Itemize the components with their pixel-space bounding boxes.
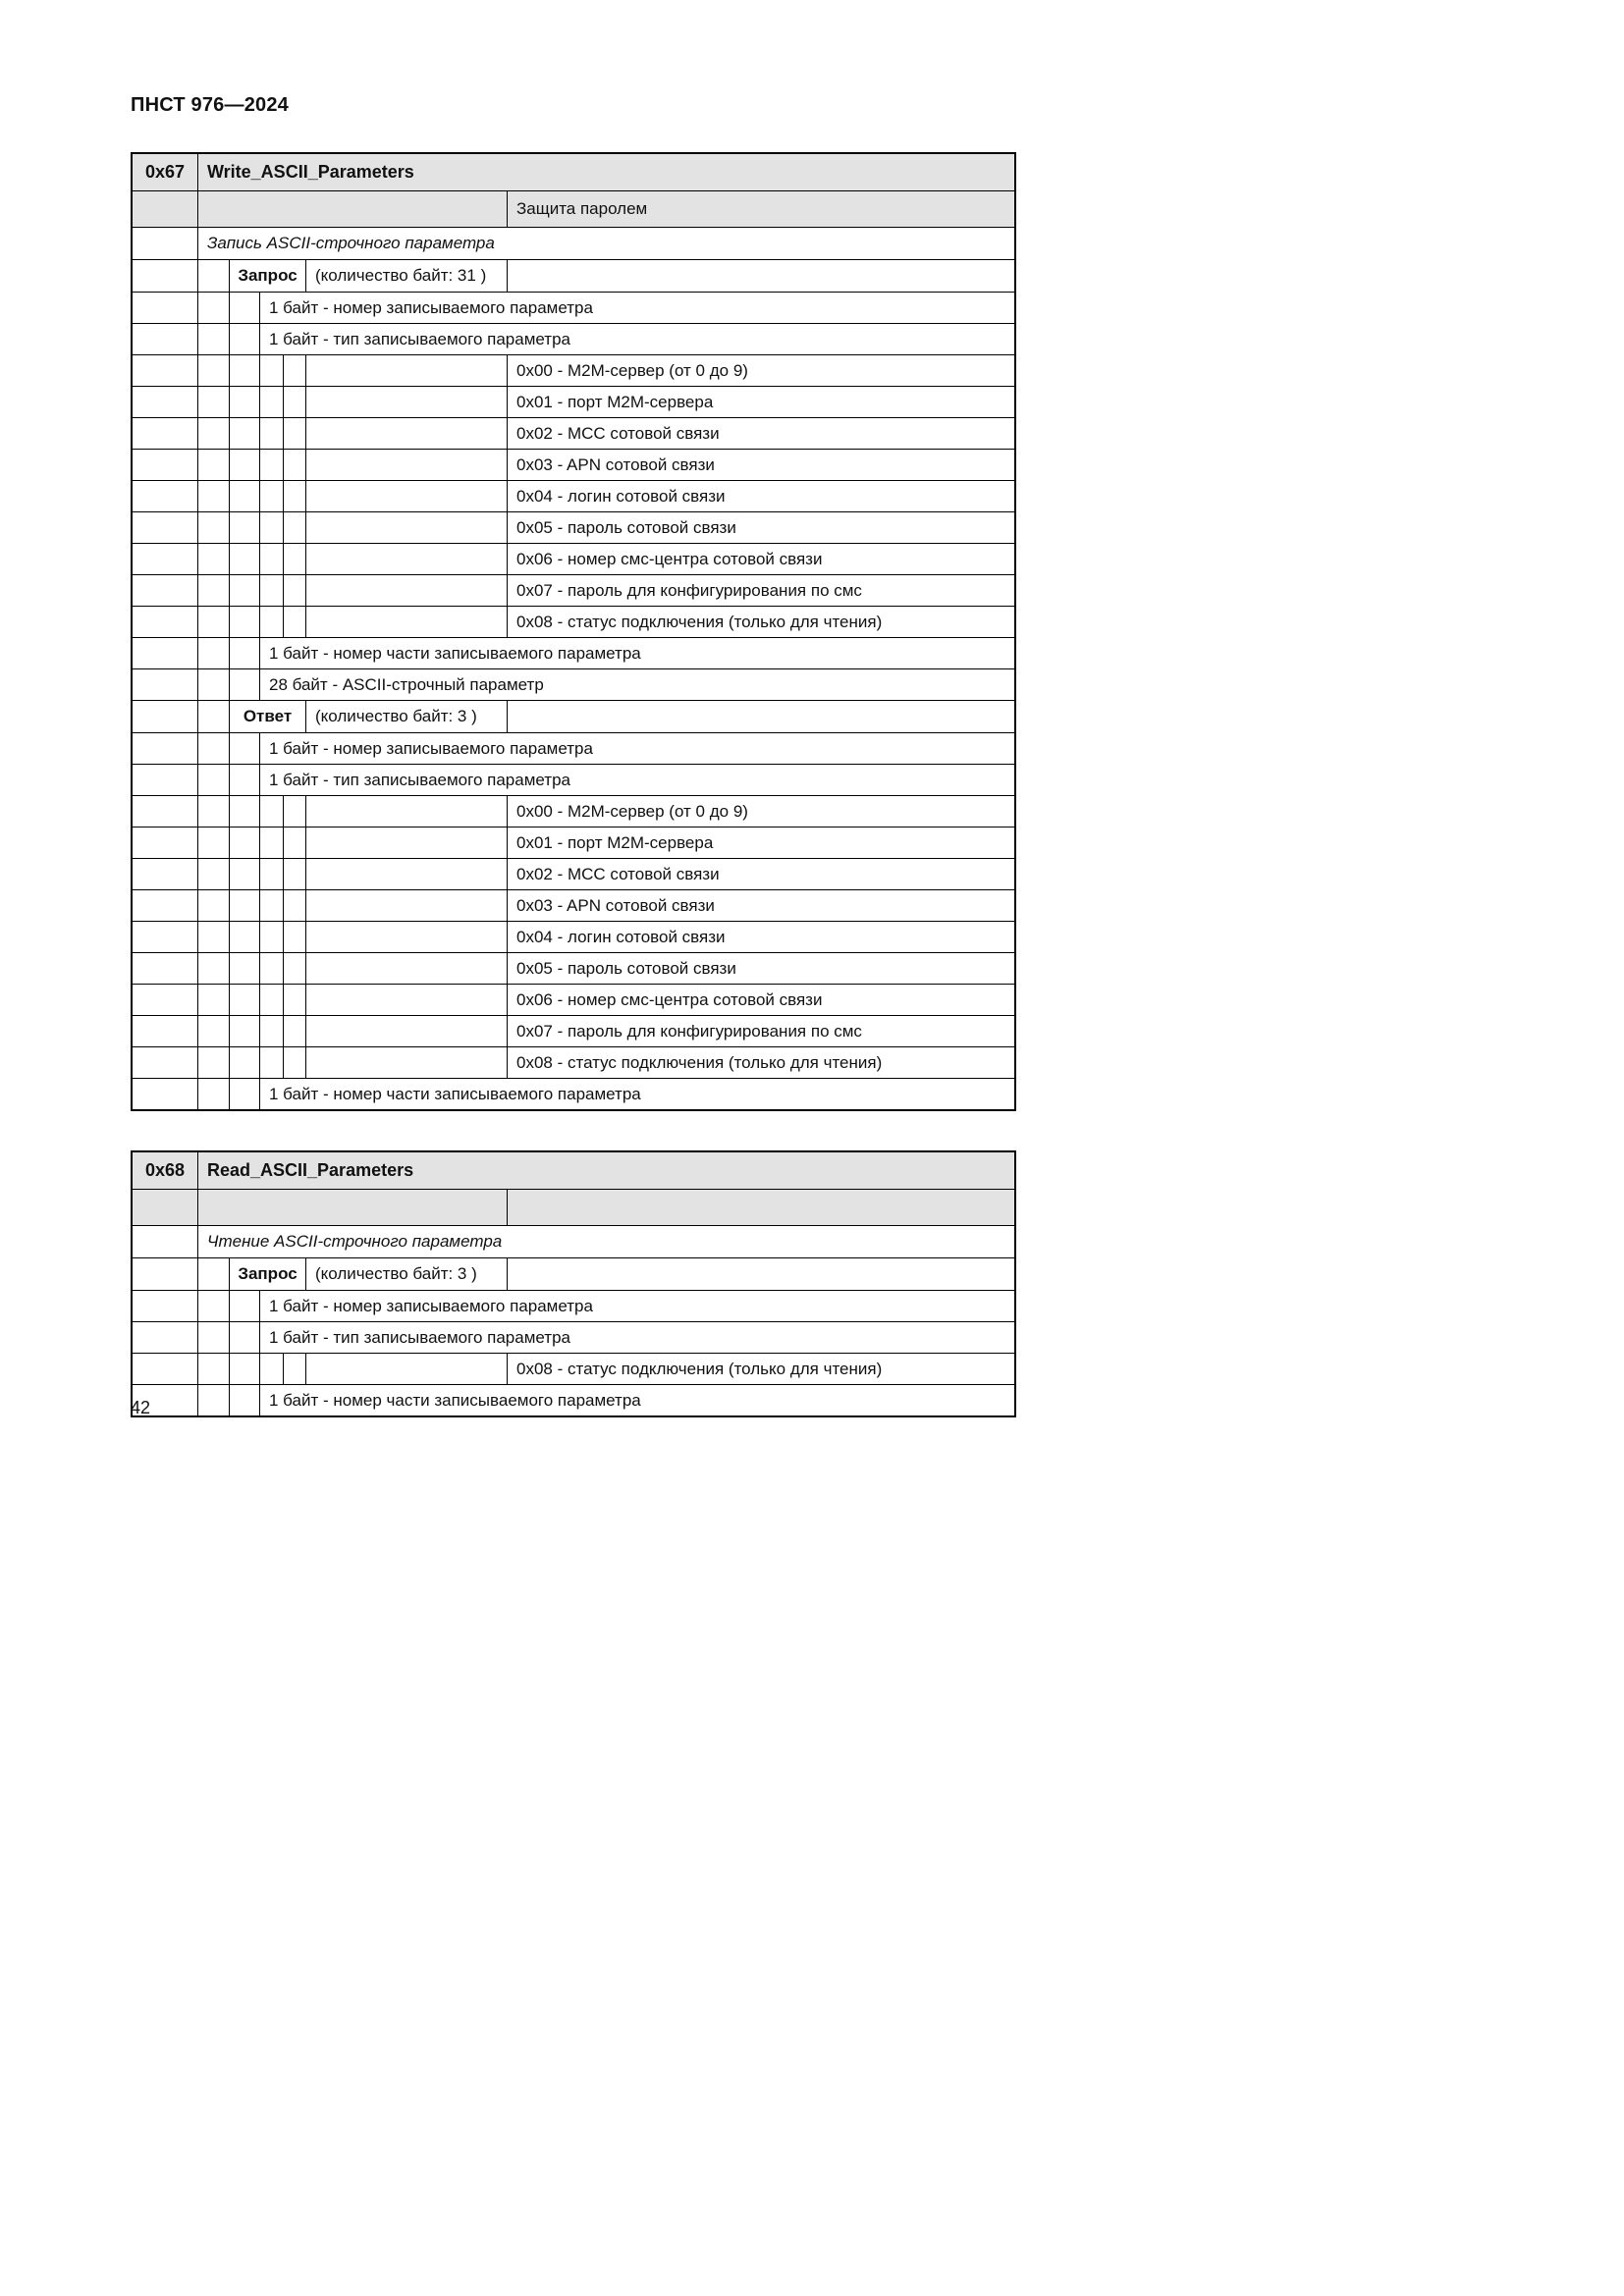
section-row <box>133 1258 1014 1291</box>
grid-cell <box>230 1385 260 1415</box>
grid-cell <box>198 733 230 764</box>
grid-cell <box>260 859 284 889</box>
grid-cell <box>230 481 260 511</box>
grid-cell <box>230 796 260 827</box>
option-value-text: 0x01 - порт M2M-сервера <box>516 392 714 411</box>
grid-cell <box>284 922 306 952</box>
grid-cell <box>306 355 508 386</box>
grid-cell <box>260 418 284 449</box>
grid-cell <box>260 796 284 827</box>
page-number: 42 <box>131 1398 151 1417</box>
grid-cell <box>133 481 198 511</box>
description-text: Чтение ASCII-строчного параметра <box>207 1232 503 1252</box>
option-row <box>133 355 1014 387</box>
grid-cell <box>230 669 260 700</box>
grid-cell <box>306 481 508 511</box>
grid-cell <box>133 953 198 984</box>
option-row <box>133 1354 1014 1385</box>
grid-cell <box>133 669 198 700</box>
grid-cell <box>230 575 260 606</box>
byte-row <box>133 638 1014 669</box>
command-name: Write_ASCII_Parameters <box>198 154 1014 190</box>
grid-cell <box>306 1047 508 1078</box>
grid-cell <box>260 1354 284 1384</box>
byte-field-text: 1 байт - номер части записываемого параметра <box>269 1390 641 1410</box>
byte-row <box>133 1385 1014 1415</box>
option-value-text: 0x05 - пароль сотовой связи <box>516 517 736 537</box>
grid-cell <box>198 859 230 889</box>
grid-cell <box>284 828 306 858</box>
grid-cell <box>133 450 198 480</box>
grid-cell <box>198 387 230 417</box>
grid-cell <box>260 1047 284 1078</box>
grid-cell <box>306 796 508 827</box>
grid-cell <box>260 355 284 386</box>
grid-cell <box>133 228 198 259</box>
grid-cell <box>306 387 508 417</box>
grid-cell <box>230 922 260 952</box>
command-table <box>131 152 1016 1111</box>
grid-cell <box>198 575 230 606</box>
description-row <box>133 1226 1014 1258</box>
option-row <box>133 1016 1014 1047</box>
byte-field-text: 1 байт - номер записываемого параметра <box>269 297 593 317</box>
grid-cell <box>198 191 508 227</box>
document-header: ПНСТ 976—2024 <box>131 94 289 116</box>
grid-cell <box>230 512 260 543</box>
grid-cell <box>284 544 306 574</box>
grid-cell <box>306 953 508 984</box>
grid-cell <box>284 890 306 921</box>
option-row <box>133 922 1014 953</box>
grid-cell <box>133 1258 198 1290</box>
grid-cell <box>260 890 284 921</box>
option-value-text: 0x00 - M2M-сервер (от 0 до 9) <box>516 801 748 821</box>
grid-cell <box>508 1258 1014 1290</box>
grid-cell <box>508 701 1014 732</box>
grid-cell <box>133 387 198 417</box>
protection-label <box>508 1190 1014 1225</box>
grid-cell <box>260 828 284 858</box>
option-value-text: 0x03 - APN сотовой связи <box>516 895 715 915</box>
grid-cell <box>198 1258 230 1290</box>
grid-cell <box>133 701 198 732</box>
option-row <box>133 387 1014 418</box>
grid-cell <box>133 1047 198 1078</box>
grid-cell <box>230 1322 260 1353</box>
command-name: Read_ASCII_Parameters <box>198 1152 1014 1189</box>
grid-cell <box>230 293 260 323</box>
option-row <box>133 512 1014 544</box>
grid-cell <box>198 607 230 637</box>
grid-cell <box>198 481 230 511</box>
grid-cell <box>306 544 508 574</box>
grid-cell <box>260 450 284 480</box>
grid-cell <box>133 1226 198 1257</box>
byte-field-text: 1 байт - тип записываемого параметра <box>269 1327 570 1347</box>
section-label: Запрос <box>230 1258 306 1290</box>
byte-row <box>133 1322 1014 1354</box>
command-code: 0x68 <box>133 1152 198 1189</box>
grid-cell <box>284 1047 306 1078</box>
grid-cell <box>260 575 284 606</box>
grid-cell <box>133 544 198 574</box>
grid-cell <box>230 1291 260 1321</box>
grid-cell <box>198 1047 230 1078</box>
grid-cell <box>198 260 230 292</box>
grid-cell <box>133 293 198 323</box>
option-row <box>133 828 1014 859</box>
grid-cell <box>284 512 306 543</box>
grid-cell <box>133 191 198 227</box>
grid-cell <box>284 481 306 511</box>
section-row <box>133 701 1014 733</box>
grid-cell <box>198 953 230 984</box>
grid-cell <box>260 607 284 637</box>
grid-cell <box>198 1016 230 1046</box>
grid-cell <box>230 450 260 480</box>
option-value-text: 0x06 - номер смс-центра сотовой связи <box>516 989 823 1009</box>
grid-cell <box>133 418 198 449</box>
option-value-text: 0x08 - статус подключения (только для чтения) <box>516 1359 883 1378</box>
grid-cell <box>284 355 306 386</box>
grid-cell <box>198 828 230 858</box>
grid-cell <box>230 418 260 449</box>
grid-cell <box>198 985 230 1015</box>
grid-cell <box>306 1016 508 1046</box>
grid-cell <box>133 890 198 921</box>
grid-cell <box>133 828 198 858</box>
option-value-text: 0x02 - MCC сотовой связи <box>516 864 720 883</box>
option-value-text: 0x07 - пароль для конфигурирования по смс <box>516 1021 862 1041</box>
title-row <box>133 154 1014 191</box>
byte-row <box>133 765 1014 796</box>
option-row <box>133 859 1014 890</box>
grid-cell <box>306 828 508 858</box>
grid-cell <box>198 512 230 543</box>
grid-cell <box>133 922 198 952</box>
grid-cell <box>260 387 284 417</box>
grid-cell <box>306 859 508 889</box>
command-code: 0x67 <box>133 154 198 190</box>
grid-cell <box>133 355 198 386</box>
option-row <box>133 418 1014 450</box>
byte-row <box>133 733 1014 765</box>
grid-cell <box>198 1354 230 1384</box>
option-row <box>133 607 1014 638</box>
option-row <box>133 481 1014 512</box>
grid-cell <box>198 418 230 449</box>
grid-cell <box>284 387 306 417</box>
option-value-text: 0x04 - логин сотовой связи <box>516 486 726 506</box>
grid-cell <box>260 922 284 952</box>
option-row <box>133 985 1014 1016</box>
grid-cell <box>198 922 230 952</box>
grid-cell <box>230 1079 260 1109</box>
grid-cell <box>133 1291 198 1321</box>
byte-row <box>133 669 1014 701</box>
option-row <box>133 575 1014 607</box>
grid-cell <box>284 953 306 984</box>
byte-field-text: 1 байт - номер записываемого параметра <box>269 738 593 758</box>
option-value-text: 0x07 - пароль для конфигурирования по смс <box>516 580 862 600</box>
grid-cell <box>306 1354 508 1384</box>
grid-cell <box>306 890 508 921</box>
grid-cell <box>198 638 230 668</box>
grid-cell <box>230 1016 260 1046</box>
grid-cell <box>198 1291 230 1321</box>
description-row <box>133 228 1014 260</box>
grid-cell <box>230 387 260 417</box>
option-row <box>133 544 1014 575</box>
option-value-text: 0x08 - статус подключения (только для чтения) <box>516 1052 883 1072</box>
option-row <box>133 1047 1014 1079</box>
grid-cell <box>230 1354 260 1384</box>
grid-cell <box>198 450 230 480</box>
grid-cell <box>198 890 230 921</box>
byte-field-text: 1 байт - тип записываемого параметра <box>269 770 570 789</box>
grid-cell <box>133 607 198 637</box>
grid-cell <box>230 828 260 858</box>
grid-cell <box>198 1385 230 1415</box>
grid-cell <box>230 638 260 668</box>
section-label: Запрос <box>230 260 306 292</box>
grid-cell <box>198 796 230 827</box>
grid-cell <box>230 355 260 386</box>
grid-cell <box>198 701 230 732</box>
option-row <box>133 450 1014 481</box>
option-value-text: 0x08 - статус подключения (только для чтения) <box>516 612 883 631</box>
grid-cell <box>284 418 306 449</box>
grid-cell <box>133 985 198 1015</box>
grid-cell <box>284 575 306 606</box>
grid-cell <box>230 324 260 354</box>
byte-field-text: 28 байт - ASCII-строчный параметр <box>269 674 544 694</box>
grid-cell <box>508 260 1014 292</box>
grid-cell <box>133 512 198 543</box>
grid-cell <box>284 450 306 480</box>
option-row <box>133 890 1014 922</box>
grid-cell <box>306 512 508 543</box>
byte-field-text: 1 байт - тип записываемого параметра <box>269 329 570 348</box>
grid-cell <box>306 985 508 1015</box>
grid-cell <box>260 481 284 511</box>
section-label: Ответ <box>230 701 306 732</box>
description-text: Запись ASCII-строчного параметра <box>207 234 495 253</box>
protection-label: Защита паролем <box>508 191 1014 227</box>
grid-cell <box>306 607 508 637</box>
grid-cell <box>284 985 306 1015</box>
grid-cell <box>306 575 508 606</box>
grid-cell <box>133 796 198 827</box>
grid-cell <box>230 985 260 1015</box>
grid-cell <box>284 607 306 637</box>
grid-cell <box>260 1016 284 1046</box>
option-value-text: 0x04 - логин сотовой связи <box>516 927 726 946</box>
grid-cell <box>198 669 230 700</box>
tables-container <box>131 152 1016 1457</box>
grid-cell <box>198 544 230 574</box>
grid-cell <box>133 638 198 668</box>
grid-cell <box>133 859 198 889</box>
section-byte-count: (количество байт: 3 ) <box>306 701 508 732</box>
grid-cell <box>198 355 230 386</box>
grid-cell <box>284 859 306 889</box>
option-value-text: 0x00 - M2M-сервер (от 0 до 9) <box>516 360 748 380</box>
grid-cell <box>133 324 198 354</box>
grid-cell <box>260 544 284 574</box>
byte-row <box>133 1291 1014 1322</box>
grid-cell <box>133 765 198 795</box>
grid-cell <box>306 418 508 449</box>
grid-cell <box>133 575 198 606</box>
option-value-text: 0x03 - APN сотовой связи <box>516 454 715 474</box>
grid-cell <box>230 765 260 795</box>
grid-cell <box>230 544 260 574</box>
section-row <box>133 260 1014 293</box>
grid-cell <box>230 859 260 889</box>
grid-cell <box>260 985 284 1015</box>
grid-cell <box>133 1354 198 1384</box>
byte-field-text: 1 байт - номер записываемого параметра <box>269 1296 593 1315</box>
grid-cell <box>306 450 508 480</box>
grid-cell <box>198 324 230 354</box>
byte-row <box>133 1079 1014 1109</box>
grid-cell <box>284 1354 306 1384</box>
option-row <box>133 953 1014 985</box>
section-byte-count: (количество байт: 31 ) <box>306 260 508 292</box>
grid-cell <box>133 733 198 764</box>
grid-cell <box>198 1190 508 1225</box>
option-row <box>133 796 1014 828</box>
grid-cell <box>230 607 260 637</box>
option-value-text: 0x06 - номер смс-центра сотовой связи <box>516 549 823 568</box>
grid-cell <box>306 922 508 952</box>
grid-cell <box>284 796 306 827</box>
title-row <box>133 1152 1014 1190</box>
option-value-text: 0x05 - пароль сотовой связи <box>516 958 736 978</box>
grid-cell <box>230 953 260 984</box>
grid-cell <box>198 765 230 795</box>
grid-cell <box>133 1322 198 1353</box>
command-table <box>131 1150 1016 1417</box>
byte-row <box>133 293 1014 324</box>
grid-cell <box>198 1322 230 1353</box>
grid-cell <box>284 1016 306 1046</box>
grid-cell <box>260 953 284 984</box>
option-value-text: 0x01 - порт M2M-сервера <box>516 832 714 852</box>
grid-cell <box>198 1079 230 1109</box>
grid-cell <box>133 260 198 292</box>
option-value-text: 0x02 - MCC сотовой связи <box>516 423 720 443</box>
grid-cell <box>198 293 230 323</box>
grid-cell <box>133 1190 198 1225</box>
grid-cell <box>133 1079 198 1109</box>
grid-cell <box>230 733 260 764</box>
byte-row <box>133 324 1014 355</box>
grid-cell <box>133 1016 198 1046</box>
protection-row <box>133 1190 1014 1226</box>
grid-cell <box>230 890 260 921</box>
grid-cell <box>260 512 284 543</box>
protection-row <box>133 191 1014 228</box>
byte-field-text: 1 байт - номер части записываемого параметра <box>269 643 641 663</box>
byte-field-text: 1 байт - номер части записываемого параметра <box>269 1084 641 1103</box>
grid-cell <box>230 1047 260 1078</box>
section-byte-count: (количество байт: 3 ) <box>306 1258 508 1290</box>
